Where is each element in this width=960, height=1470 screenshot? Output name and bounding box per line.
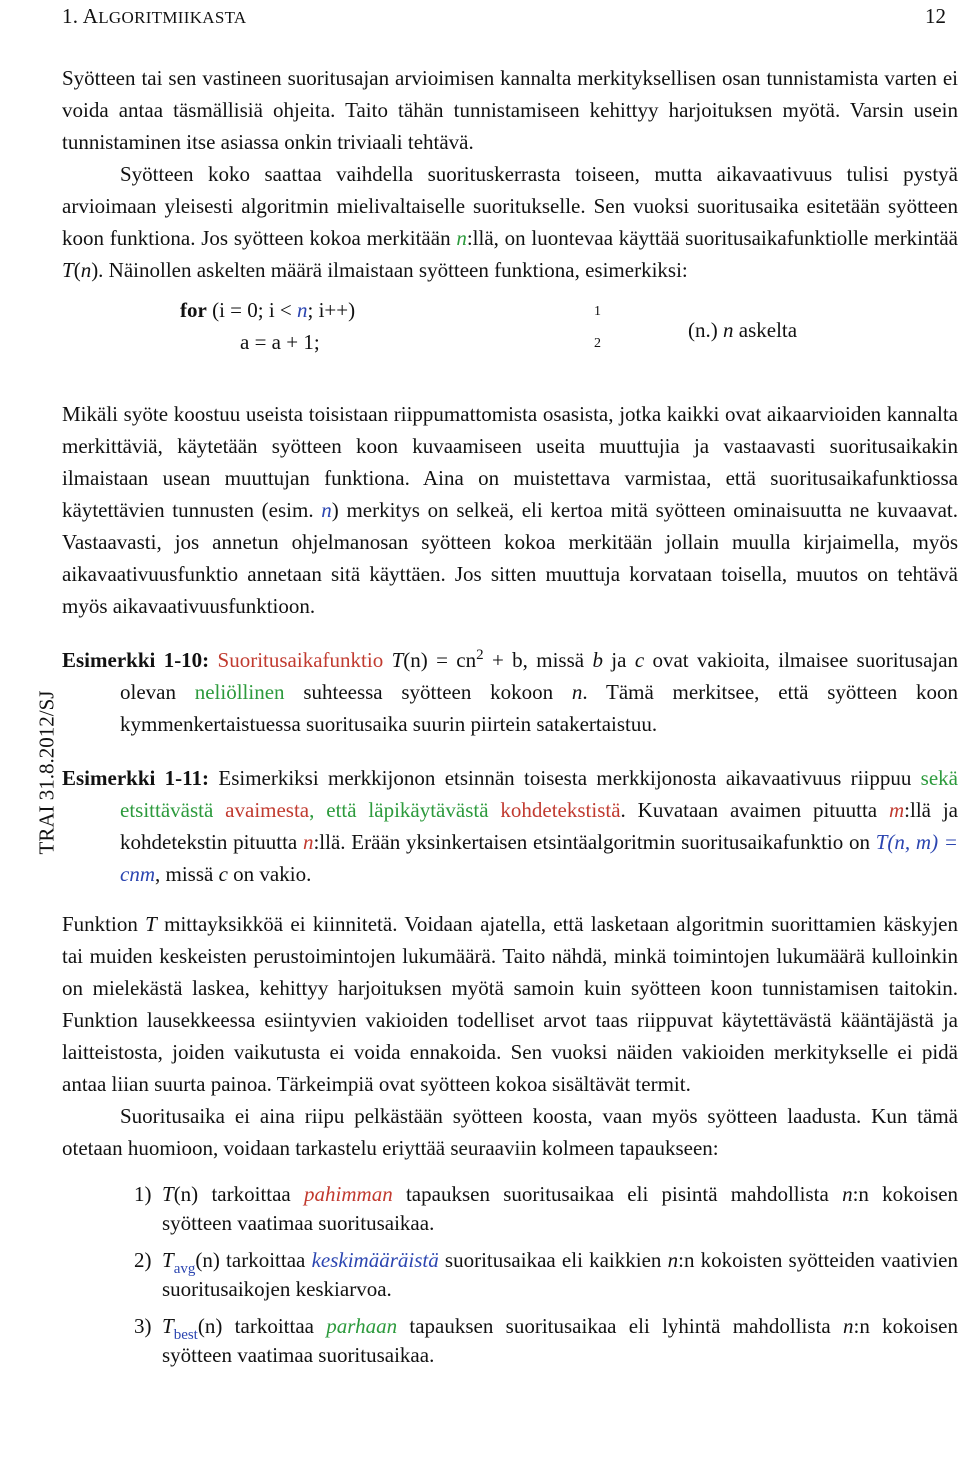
main-content (62, 62, 958, 1378)
chapter-initial: A (82, 4, 99, 28)
example-1-11: Esimerkki 1-11: Esimerkiksi merkkijonon etsinnän toisesta merkkijonosta aikavaativuus riippuu sekä etsittävästä avaimesta, että läpikäytävästä kohdetekstistä. Kuvataan avaimen pituutta m:llä ja kohdetekstin pituutta n:llä. Erään yksinkertaisen etsintäalgoritmin suoritusaikafunktio on T(n, m) = cnm, missä c on vakio. (62, 766, 958, 886)
code-example (62, 286, 958, 398)
paragraph-3: Mikäli syöte koostuu useista toisistaan riippumattomista osasista, jotka kaikki ovat aikaarvioiden kannalta merkittäviä, käytetään syötteen koon kuvaamiseen useita muuttujia ja vastaavasti suoritusaikakin ilmaistaan usean muuttujan funktiona. Aina on muistettava varmistaa, että suoritusaikafunktiossa käytettävien tunnusten (esim. n) merkitys on selkeä, eli kertoa mitä syötteen ominaisuutta ne kuvaavat. Vastaavasti, jos annetun ohjelmanosan syötteen kokoa merkitään jollain muulla kirjaimella, myös aikavaativuusfunktio annetaan sitä käyttäen. Jos sitten muuttuja korvataan toisella, muutos on tehtävä myös aikavaativuusfunktioon. (62, 402, 958, 618)
paragraph-1: Syötteen tai sen vastineen suoritusajan arvioimisen kannalta merkityksellisen osan tunnistamista varten ei voida antaa täsmällisiä ohjeita. Taito tähän tunnistamiseen kehittyy harjoituksen myötä. Varsin usein tunnistaminen itse asiassa onkin triviaali tehtävä. (62, 66, 958, 154)
example-label: Esimerkki 1-11: (62, 766, 210, 790)
example-label: Esimerkki 1-10: (62, 648, 210, 672)
list-item: 2) $T_{avg}(n)$ tarkoittaa keskimääräistä suoritusaikaa eli kaikkien n:n kokoisten syötteiden vaativien suoritusaikojen keskiarvoa. (134, 1248, 959, 1301)
paragraph-5: Suoritusaika ei aina riipu pelkästään syötteen koosta, vaan myös syötteen laadusta. Kun tämä otetaan huomioon, voidaan tarkastelu eriyttää seuraaviin kolmeen tapaukseen: (62, 1104, 958, 1160)
line-number-1: 1 (594, 304, 601, 319)
chapter-header (62, 4, 247, 29)
sidebar-stamp: TRAI 31.8.2012/SJ (34, 690, 59, 855)
chapter-title: LGORITMIIKASTA (98, 8, 247, 27)
case-list (62, 1180, 958, 1370)
example-1-10: Esimerkki 1-10: Suoritusaikafunktio $T(n) = cn^2 + b$, missä b ja c ovat vakioita, ilmaisee suoritusajan olevan neliöllinen suhteessa syötteen kokoon n. Tämä merkitsee, että syötteen koon kymmenkertaistuessa suoritusaika suurin piirtein satakertaistuu. (62, 647, 959, 736)
line-number-2: 2 (594, 336, 601, 351)
paragraph-4: Funktion T mittayksikköä ei kiinnitetä. Voidaan ajatella, että lasketaan algoritmin suorittamien käskyjen tai muiden keskeisten perustoimintojen lukumäärä. Taito nähdä, minkä toimintojen lukumäärä kulloinkin on mielekästä laskea, kehittyy harjoituksen myötä samoin kuin syötteen koon tunnistamisen taitokin. Funktion lausekkeessa esiintyvien vakioiden todelliset arvot taas riippuvat käytettävästä kääntäjästä ja laitteistosta, joiden vaikutusta ei voida ennakoida. Sen vuoksi näiden vakioiden merkitykselle ei pidä antaa liian suurta painoa. Tärkeimpiä ovat syötteen kokoa sisältävät termit. (62, 912, 958, 1096)
code-line-2: a = a + 1; (240, 330, 320, 354)
list-item: 3) $T_{best}(n)$ tarkoittaa parhaan tapauksen suoritusaikaa eli lyhintä mahdollista n:n kokoisen syötteen vaatimaa suoritusaikaa. (134, 1314, 959, 1367)
code-line-1: for (i = 0; i < n; i++) (180, 298, 356, 322)
list-item: 1) T(n) tarkoittaa pahimman tapauksen suoritusaikaa eli pisintä mahdollista n:n kokoisen syötteen vaatimaa suoritusaikaa. (134, 1182, 959, 1235)
paragraph-2: Syötteen koko saattaa vaihdella suorituskerrasta toiseen, mutta aikavaativuus tulisi pystyä arvioimaan yleisesti algoritmin mielivaltaiselle suoritukselle. Sen vuoksi suoritusaika esitetään syötteen koon funktiona. Jos syötteen kokoa merkitään n:llä, on luontevaa käyttää suoritusaikafunktiolle merkintää T(n). Näinollen askelten määrä ilmaistaan syötteen funktiona, esimerkiksi: (62, 162, 958, 282)
page-number: 12 (925, 4, 946, 28)
chapter-number: 1. (62, 4, 79, 28)
step-count-note: (n.) n askelta (688, 318, 798, 342)
